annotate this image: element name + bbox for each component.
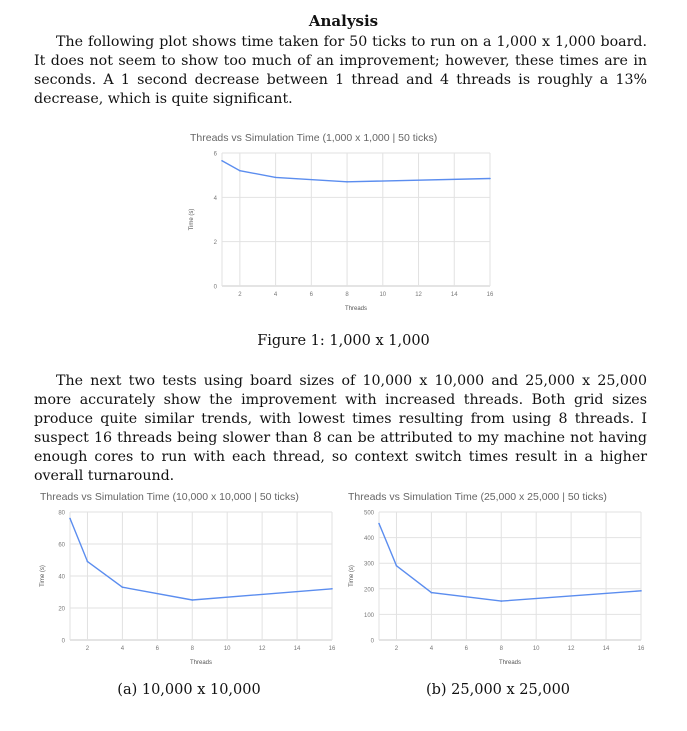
x-tick-label: 2 [394,646,399,652]
y-axis-label: Time (s) [349,565,355,587]
x-tick-label: 10 [379,292,387,298]
series-line [379,524,641,602]
y-tick-label: 300 [363,561,374,568]
y-tick-label: 60 [58,542,65,549]
x-tick-label: 10 [532,646,540,652]
chart-25000 [343,487,653,672]
caption-b: (b) 25,000 x 25,000 [425,682,571,698]
x-tick-label: 6 [464,646,469,652]
x-tick-label: 2 [238,292,242,298]
data-point [191,599,193,601]
data-point [500,600,502,602]
x-axis-label: Threads [344,306,368,312]
y-tick-label: 40 [58,574,65,581]
x-tick-label: 14 [293,646,301,652]
series-line [70,518,332,600]
x-axis-label: Threads [498,660,522,666]
y-tick-label: 2 [213,240,217,247]
series-line [222,161,490,182]
x-tick-label: 12 [415,292,422,298]
x-tick-label: 14 [602,646,610,652]
data-point [275,177,277,179]
x-tick-label: 8 [499,646,503,652]
y-axis-label: Time (s) [40,565,46,587]
x-tick-label: 16 [328,646,336,652]
chart-1000 [180,128,510,318]
data-point [431,592,433,594]
data-point [122,586,124,588]
paragraph-1: The following plot shows time taken for 50 ticks to run on a 1,000 x 1,000 board. It does not seem to show too much of an improvement; however, these times are in seconds. A 1 second decrease between 1 thread and 4 threads is roughly a 13% decrease, which is quite significant. [34,34,647,107]
x-tick-label: 16 [637,646,645,652]
section-heading: Analysis [308,12,379,30]
paragraph-2: The next two tests using board sizes of 10,000 x 10,000 and 25,000 x 25,000 more accurately show the improvement with increased threads. Both grid sizes produce quite similar trends, with lowest times resulting from using 8 threads. I suspect 16 threads being slower than 8 can be attributed to my machine not having enough cores to run with each thread, so context switch times result in a higher overall turnaround. [34,373,647,484]
y-tick-label: 0 [61,638,65,645]
x-tick-label: 6 [309,292,314,298]
y-tick-label: 20 [58,606,65,613]
x-tick-label: 6 [155,646,160,652]
y-tick-label: 0 [213,284,217,291]
y-tick-label: 100 [363,612,374,619]
data-point [87,561,89,563]
y-tick-label: 500 [363,510,374,517]
chart-10000 [34,487,344,672]
data-point [346,181,348,183]
x-tick-label: 8 [345,292,349,298]
y-tick-label: 400 [363,536,374,543]
x-tick-label: 8 [190,646,194,652]
chart-title: Threads vs Simulation Time (10,000 x 10,000 | 50 ticks) [40,491,299,503]
data-point [239,170,241,172]
y-tick-label: 0 [370,638,374,645]
x-tick-label: 4 [429,646,434,652]
y-tick-label: 200 [363,587,374,594]
y-axis-label: Time (s) [189,208,195,231]
y-tick-label: 4 [213,195,217,202]
chart-title: Threads vs Simulation Time (25,000 x 25,000 | 50 ticks) [348,491,607,503]
data-point [221,160,223,162]
data-point [378,523,380,525]
x-tick-label: 10 [223,646,231,652]
data-point [396,565,398,567]
x-tick-label: 4 [273,292,278,298]
data-point [640,590,642,592]
data-point [331,588,333,590]
y-tick-label: 6 [213,151,217,158]
data-point [489,178,491,180]
x-tick-label: 16 [486,292,494,298]
chart-title: Threads vs Simulation Time (1,000 x 1,000 | 50 ticks) [190,132,438,144]
x-tick-label: 14 [450,292,458,298]
y-tick-label: 80 [58,510,65,517]
x-tick-label: 4 [120,646,125,652]
x-tick-label: 12 [567,646,575,652]
x-tick-label: 2 [85,646,90,652]
x-axis-label: Threads [189,660,213,666]
data-point [69,518,71,520]
x-tick-label: 12 [258,646,266,652]
caption-a: (a) 10,000 x 10,000 [117,682,261,698]
figure-1-caption: Figure 1: 1,000 x 1,000 [257,333,430,349]
